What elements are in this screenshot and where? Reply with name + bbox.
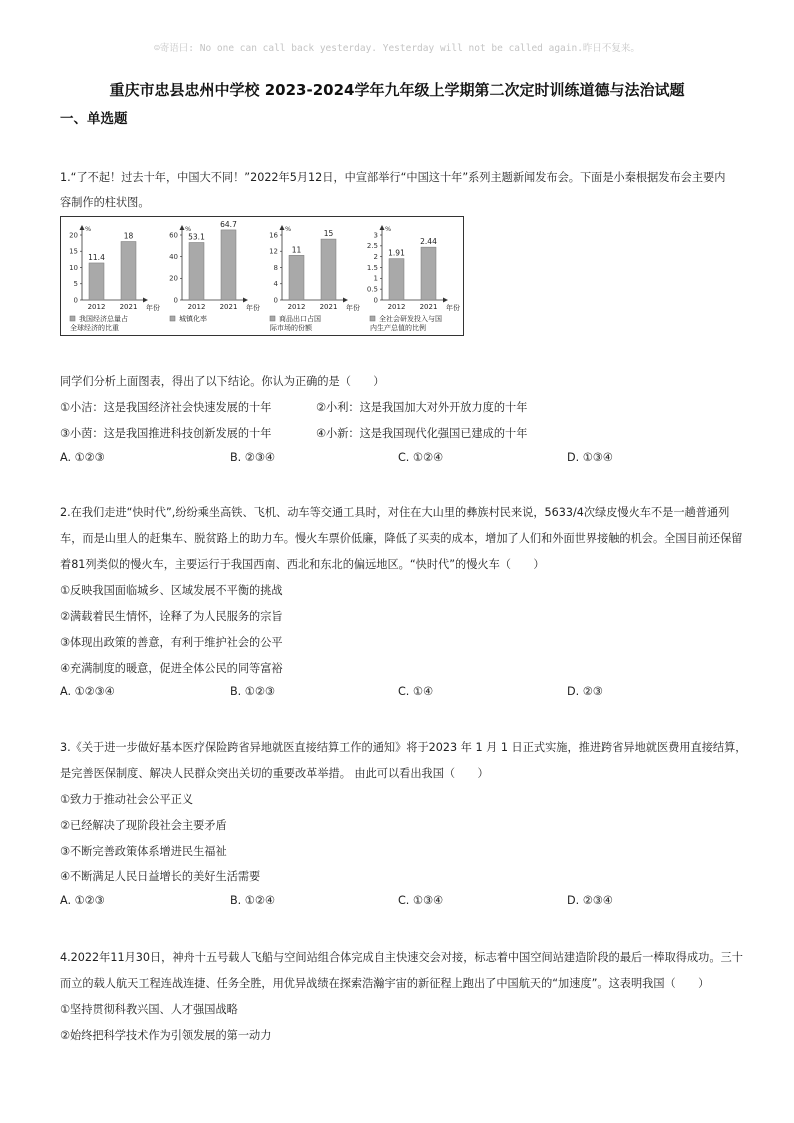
y-tick-label-2: 0 [173,296,178,305]
q1-statement-1: ①小洁：这是我国经济社会快速发展的十年 [60,401,272,414]
data-label-3-2021: 15 [323,229,334,239]
legend-text-4-2: 内生产总值的比例 [370,324,426,332]
q2-statement-3: ③体现出政策的善意，有利于维护社会的公平 [60,636,283,649]
x-tick-label-1-2021: 2021 [119,303,138,311]
y-unit-label-4: % [385,225,392,233]
data-label-1-2012: 11.4 [88,252,105,262]
data-label-1-2021: 18 [123,231,134,241]
q3-option-a[interactable]: A. ①②③ [60,894,105,907]
q1-statement-3: ③小茵：这是我国推进科技创新发展的十年 [60,427,272,440]
y-axis-arrow-1 [80,225,85,230]
x-tick-label-1-2012: 2012 [87,303,106,311]
q1-option-d[interactable]: D. ①③④ [567,451,613,464]
data-label-4-2021: 2.44 [420,237,437,247]
q2-option-d[interactable]: D. ②③ [567,685,603,698]
y-tick-label-3: 12 [269,247,278,256]
q2-statement-2: ②满载着民生情怀，诠释了为人民服务的宗旨 [60,610,283,623]
y-tick-label-4: 3 [373,231,378,240]
q4-statement-2: ②始终把科学技术作为引领发展的第一动力 [60,1029,272,1042]
q3-option-c[interactable]: C. ①③④ [398,894,444,907]
x-axis-arrow-2 [243,298,248,303]
y-tick-label-1: 0 [73,296,78,305]
q3-stem-line-2: 是完善医保制度、解决人民群众突出关切的重要改革举措。 由此可以看出我国（ ） [60,767,489,780]
y-tick-label-1: 20 [69,231,78,240]
y-tick-label-1: 10 [69,263,78,272]
legend-swatch-3 [270,316,275,321]
section-heading: 一、单选题 [60,111,128,127]
bar-4-2012 [389,259,404,300]
q1-question: 同学们分析上面图表，得出了以下结论。你认为正确的是（ ） [60,375,385,388]
bar-3-2021 [321,239,336,300]
q3-option-d[interactable]: D. ②③④ [567,894,613,907]
legend-text-4-1: 全社会研发投入与国 [379,315,442,323]
exam-title: 重庆市忠县忠州中学校 2023-2024学年九年级上学期第二次定时训练道德与法治试题 [109,81,685,99]
x-axis-label-2: 年份 [246,304,260,312]
y-unit-label-1: % [85,225,92,233]
legend-text-2-1: 城镇化率 [179,315,207,323]
y-axis-arrow-3 [280,225,285,230]
bar-2-2021 [221,230,236,300]
y-unit-label-2: % [185,225,192,233]
legend-text-1-2: 全球经济的比重 [70,324,119,332]
y-tick-label-4: 0.5 [366,285,378,294]
data-label-2-2021: 64.7 [220,219,237,229]
y-tick-label-4: 1 [373,274,378,283]
q1-option-b[interactable]: B. ②③④ [230,451,275,464]
x-axis-arrow-3 [343,298,348,303]
y-tick-label-1: 15 [69,247,78,256]
q3-statement-4: ④不断满足人民日益增长的美好生活需要 [60,870,261,883]
q3-option-b[interactable]: B. ①②④ [230,894,275,907]
q1-option-a[interactable]: A. ①②③ [60,451,105,464]
x-axis-arrow-4 [443,298,448,303]
data-label-2-2012: 53.1 [188,232,205,242]
x-axis-label-1: 年份 [146,304,160,312]
legend-text-1-1: 我国经济总量占 [79,315,128,323]
bar-3-2012 [289,255,304,300]
x-tick-label-4-2021: 2021 [419,303,438,311]
y-unit-label-3: % [285,225,292,233]
q2-stem-line-2: 车，而是山里人的赶集车、脱贫路上的助力车。慢火车票价低廉，降低了买卖的成本，增加了人们和外面世界接触的机会。全国目前还保留 [60,532,743,545]
q1-stem-line-2: 容制作的柱状图。 [60,196,150,209]
legend-swatch-2 [170,316,175,321]
header-watermark: ☺寄语曰: No one can call back yesterday. Yesterday will not be called again.昨日不复来。 [154,43,640,54]
y-axis-arrow-4 [380,225,385,230]
y-tick-label-1: 5 [73,280,78,289]
y-tick-label-2: 60 [169,231,178,240]
x-tick-label-3-2021: 2021 [319,303,338,311]
x-axis-label-4: 年份 [446,304,460,312]
q4-stem-line-2: 而立的载人航天工程连战连捷、任务全胜，用优异战绩在探索浩瀚宇宙的新征程上跑出了中国航天的“加速度”。这表明我国（ ） [60,977,710,990]
y-tick-label-3: 8 [273,263,278,272]
q4-statement-1: ①坚持贯彻科教兴国、人才强国战略 [60,1003,238,1016]
bar-4-2021 [421,247,436,300]
x-axis-label-3: 年份 [346,304,360,312]
q3-statement-3: ③不断完善政策体系增进民生福祉 [60,845,227,858]
q2-option-b[interactable]: B. ①②③ [230,685,275,698]
data-label-3-2012: 11 [291,245,302,255]
q1-bar-chart-figure [60,216,464,336]
q1-stem-line-1: 1.“了不起！过去十年，中国大不同！”2022年5月12日，中宣部举行“中国这十年”系列主题新闻发布会。下面是小秦根据发布会主要内 [60,171,726,184]
q3-stem-line-1: 3.《关于进一步做好基本医疗保险跨省异地就医直接结算工作的通知》将于2023 年 1 月 1 日正式实施，推进跨省异地就医费用直接结算， [60,741,747,754]
legend-text-3-2: 际市场的份额 [270,324,312,332]
x-tick-label-3-2012: 2012 [287,303,306,311]
y-tick-label-2: 40 [169,252,178,261]
x-axis-arrow-1 [143,298,148,303]
y-tick-label-3: 4 [273,280,278,289]
legend-swatch-1 [70,316,75,321]
q2-stem-line-1: 2.在我们走进“快时代”,纷纷乘坐高铁、飞机、动车等交通工具时，对住在大山里的彝族村民来说，5633/4次绿皮慢火车不是一趟普通列 [60,506,730,519]
q2-option-a[interactable]: A. ①②③④ [60,685,115,698]
y-tick-label-2: 20 [169,274,178,283]
q2-statement-4: ④充满制度的暖意，促进全体公民的同等富裕 [60,662,283,675]
q2-statement-1: ①反映我国面临城乡、区域发展不平衡的挑战 [60,584,283,597]
bar-charts-svg [61,217,463,335]
q2-stem-line-3: 着81列类似的慢火车，主要运行于我国西南、西北和东北的偏远地区。“快时代”的慢火车（ ） [60,558,545,571]
legend-swatch-4 [370,316,375,321]
y-tick-label-3: 16 [269,231,278,240]
q3-statement-1: ①致力于推动社会公平正义 [60,793,194,806]
y-tick-label-4: 2 [373,252,378,261]
q4-stem-line-1: 4.2022年11月30日，神舟十五号载人飞船与空间站组合体完成自主快速交会对接，标志着中国空间站建造阶段的最后一棒取得成功。三十 [60,951,743,964]
bar-1-2021 [121,242,136,301]
y-tick-label-4: 0 [373,296,378,305]
q3-statement-2: ②已经解决了现阶段社会主要矛盾 [60,819,227,832]
q2-option-c[interactable]: C. ①④ [398,685,433,698]
x-tick-label-4-2012: 2012 [387,303,406,311]
x-tick-label-2-2012: 2012 [187,303,206,311]
y-tick-label-4: 1.5 [366,263,378,272]
y-tick-label-4: 2.5 [366,242,378,251]
x-tick-label-2-2021: 2021 [219,303,238,311]
q1-option-c[interactable]: C. ①②④ [398,451,444,464]
data-label-4-2012: 1.91 [388,248,405,258]
q1-statement-4: ④小新：这是我国现代化强国已建成的十年 [316,427,528,440]
legend-text-3-1: 商品出口占国 [279,315,321,323]
q1-statement-2: ②小利：这是我国加大对外开放力度的十年 [316,401,528,414]
y-tick-label-3: 0 [273,296,278,305]
bar-1-2012 [89,263,104,300]
y-axis-arrow-2 [180,225,185,230]
bar-2-2012 [189,242,204,300]
